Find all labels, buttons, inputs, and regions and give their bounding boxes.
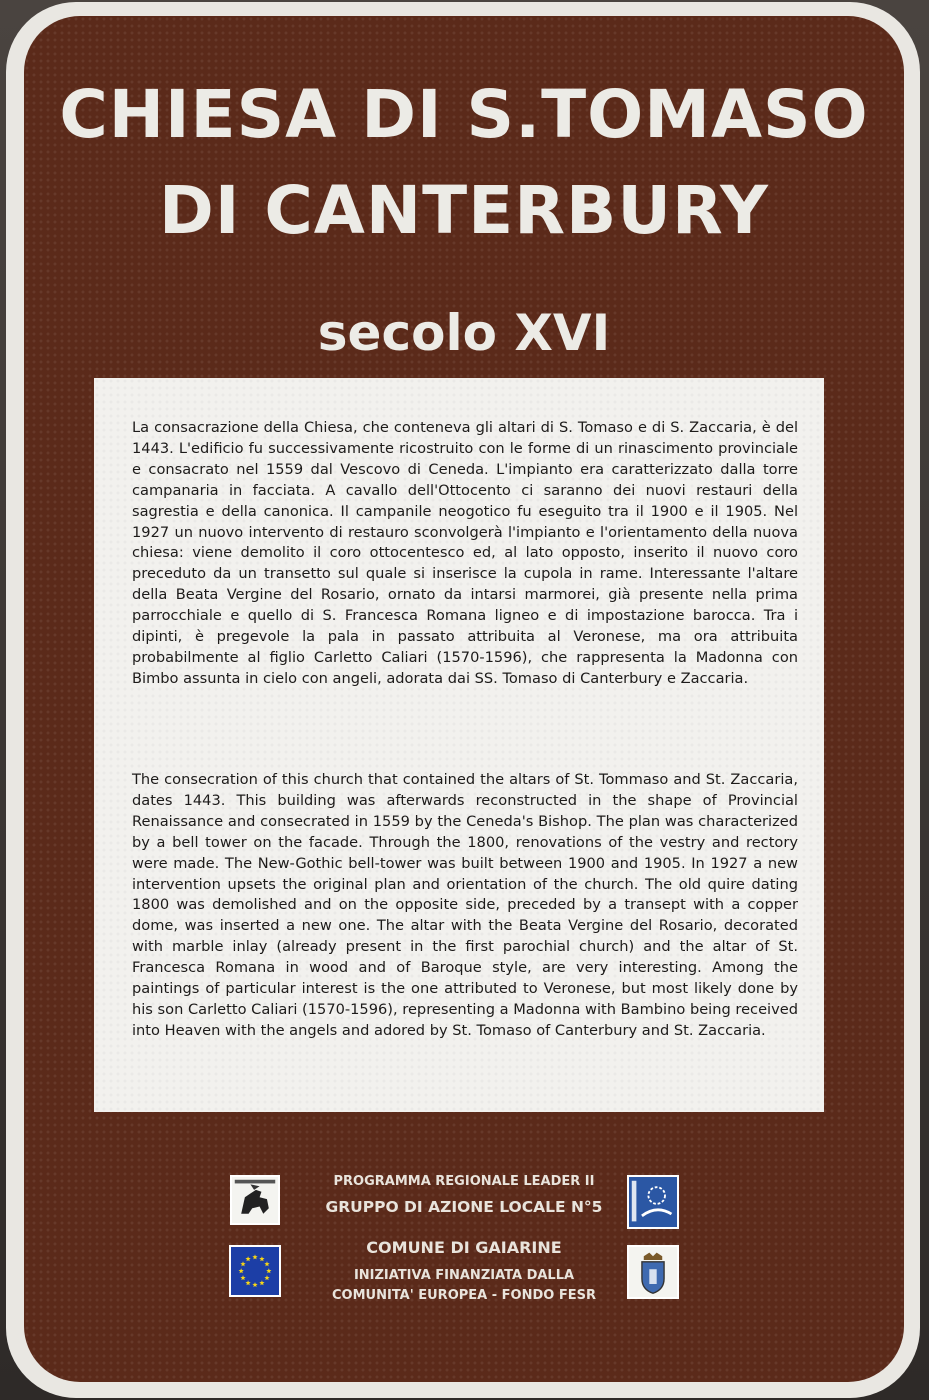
regione-veneto-lion-logo — [230, 1175, 280, 1225]
eu-star — [239, 1268, 244, 1273]
eu-star — [259, 1280, 264, 1285]
eu-star — [245, 1256, 250, 1261]
footer-group-line: GRUPPO DI AZIONE LOCALE N°5 — [325, 1198, 603, 1216]
leader-ii-logo — [627, 1175, 679, 1229]
footer-fund-line: COMUNITA' EUROPEA - FONDO FESR — [332, 1288, 596, 1303]
eu-star — [264, 1275, 269, 1280]
comune-coat-of-arms-logo — [627, 1245, 679, 1299]
eu-stars-icon — [231, 1247, 279, 1295]
eu-star — [240, 1275, 245, 1280]
footer-funding-line: INIZIATIVA FINANZIATA DALLA — [353, 1268, 575, 1283]
sign-title-line1: CHIESA DI S.TOMASO — [59, 76, 869, 153]
eu-star — [259, 1256, 264, 1261]
eu-star — [264, 1261, 269, 1266]
eu-flag-logo — [229, 1245, 281, 1297]
italian-paragraph: La consacrazione della Chiesa, che conteneva gli altari di S. Tomaso e di S. Zaccaria, è del 1443. L'edificio fu successivamente ricostruito con le forme di un rinascimento provinciale e consacrato nel 1559 dal Vescovo di Ceneda. L'impianto era caratterizzato dalla torre campanaria in facciata. A cavallo dell'Ottocento ci saranno dei nuovi restauri della sagrestia e della canonica. Il campanile neogotico fu eseguito tra il 1900 e il 1905. Nel 1927 un nuovo intervento di restauro sconvolgerà l'impianto e l'orientamento della nuova chiesa: viene demolito il coro ottocentesco ed, al lato opposto, inserito il nuovo coro preceduto da un transetto sul quale si inserisce la cupola in rame. Interessante l'altare della Beata Vergine del Rosario, ornato da intarsi marmorei, già presente nella prima parrocchiale e quello di S. Francesca Romana ligneo e di impostazione barocca. Tra i dipinti, è pregevole la pala in passato attribuita al Veronese, ma ora attribuita probabilmente al figlio Carletto Caliari (1570-1596), che rappresenta la Madonna con Bimbo assunta in cielo con angeli, adorata dai SS. Tomaso di Canterbury e Zaccaria. — [132, 419, 798, 687]
eu-star — [266, 1268, 271, 1273]
coat-of-arms-icon — [629, 1247, 677, 1297]
eu-star — [252, 1282, 257, 1287]
eu-star — [252, 1254, 257, 1259]
lion-icon — [232, 1177, 278, 1223]
sign-title-line2: DI CANTERBURY — [159, 172, 769, 249]
sign-subtitle: secolo XVI — [317, 304, 611, 362]
information-sign — [24, 16, 904, 1382]
footer-comune-line: COMUNE DI GAIARINE — [366, 1238, 562, 1257]
english-paragraph: The consecration of this church that contained the altars of St. Tommaso and St. Zaccaria, dates 1443. This building was afterwards reconstructed in the shape of Provincial Renaissance and consecrated in 1559 by the Ceneda's Bishop. The plan was characterized by a bell tower on the facade. Through the 1800, renovations of the vestry and rectory were made. The New-Gothic bell-tower was built between 1900 and 1905. In 1927 a new intervention upsets the original plan and orientation of the church. The old quire dating 1800 was demolished and on the opposite side, preceded by a transept with a copper dome, was inserted a new one. The altar with the Beata Vergine del Rosario, decorated with marble inlay (already present in the first parochial church) and the altar of St. Francesca Romana in wood and of Baroque style, are very interesting. Among the paintings of particular interest is the one attributed to Veronese, but most likely done by his son Carletto Caliari (1570-1596), representing a Madonna with Bambino being received into Heaven with the angels and adored by St. Tomaso of Canterbury and St. Zaccaria. — [132, 771, 798, 1039]
leader-star-icon — [629, 1177, 677, 1227]
eu-star — [240, 1261, 245, 1266]
eu-star — [245, 1280, 250, 1285]
footer-program-line: PROGRAMMA REGIONALE LEADER II — [333, 1174, 595, 1189]
text-panel — [94, 378, 824, 1112]
